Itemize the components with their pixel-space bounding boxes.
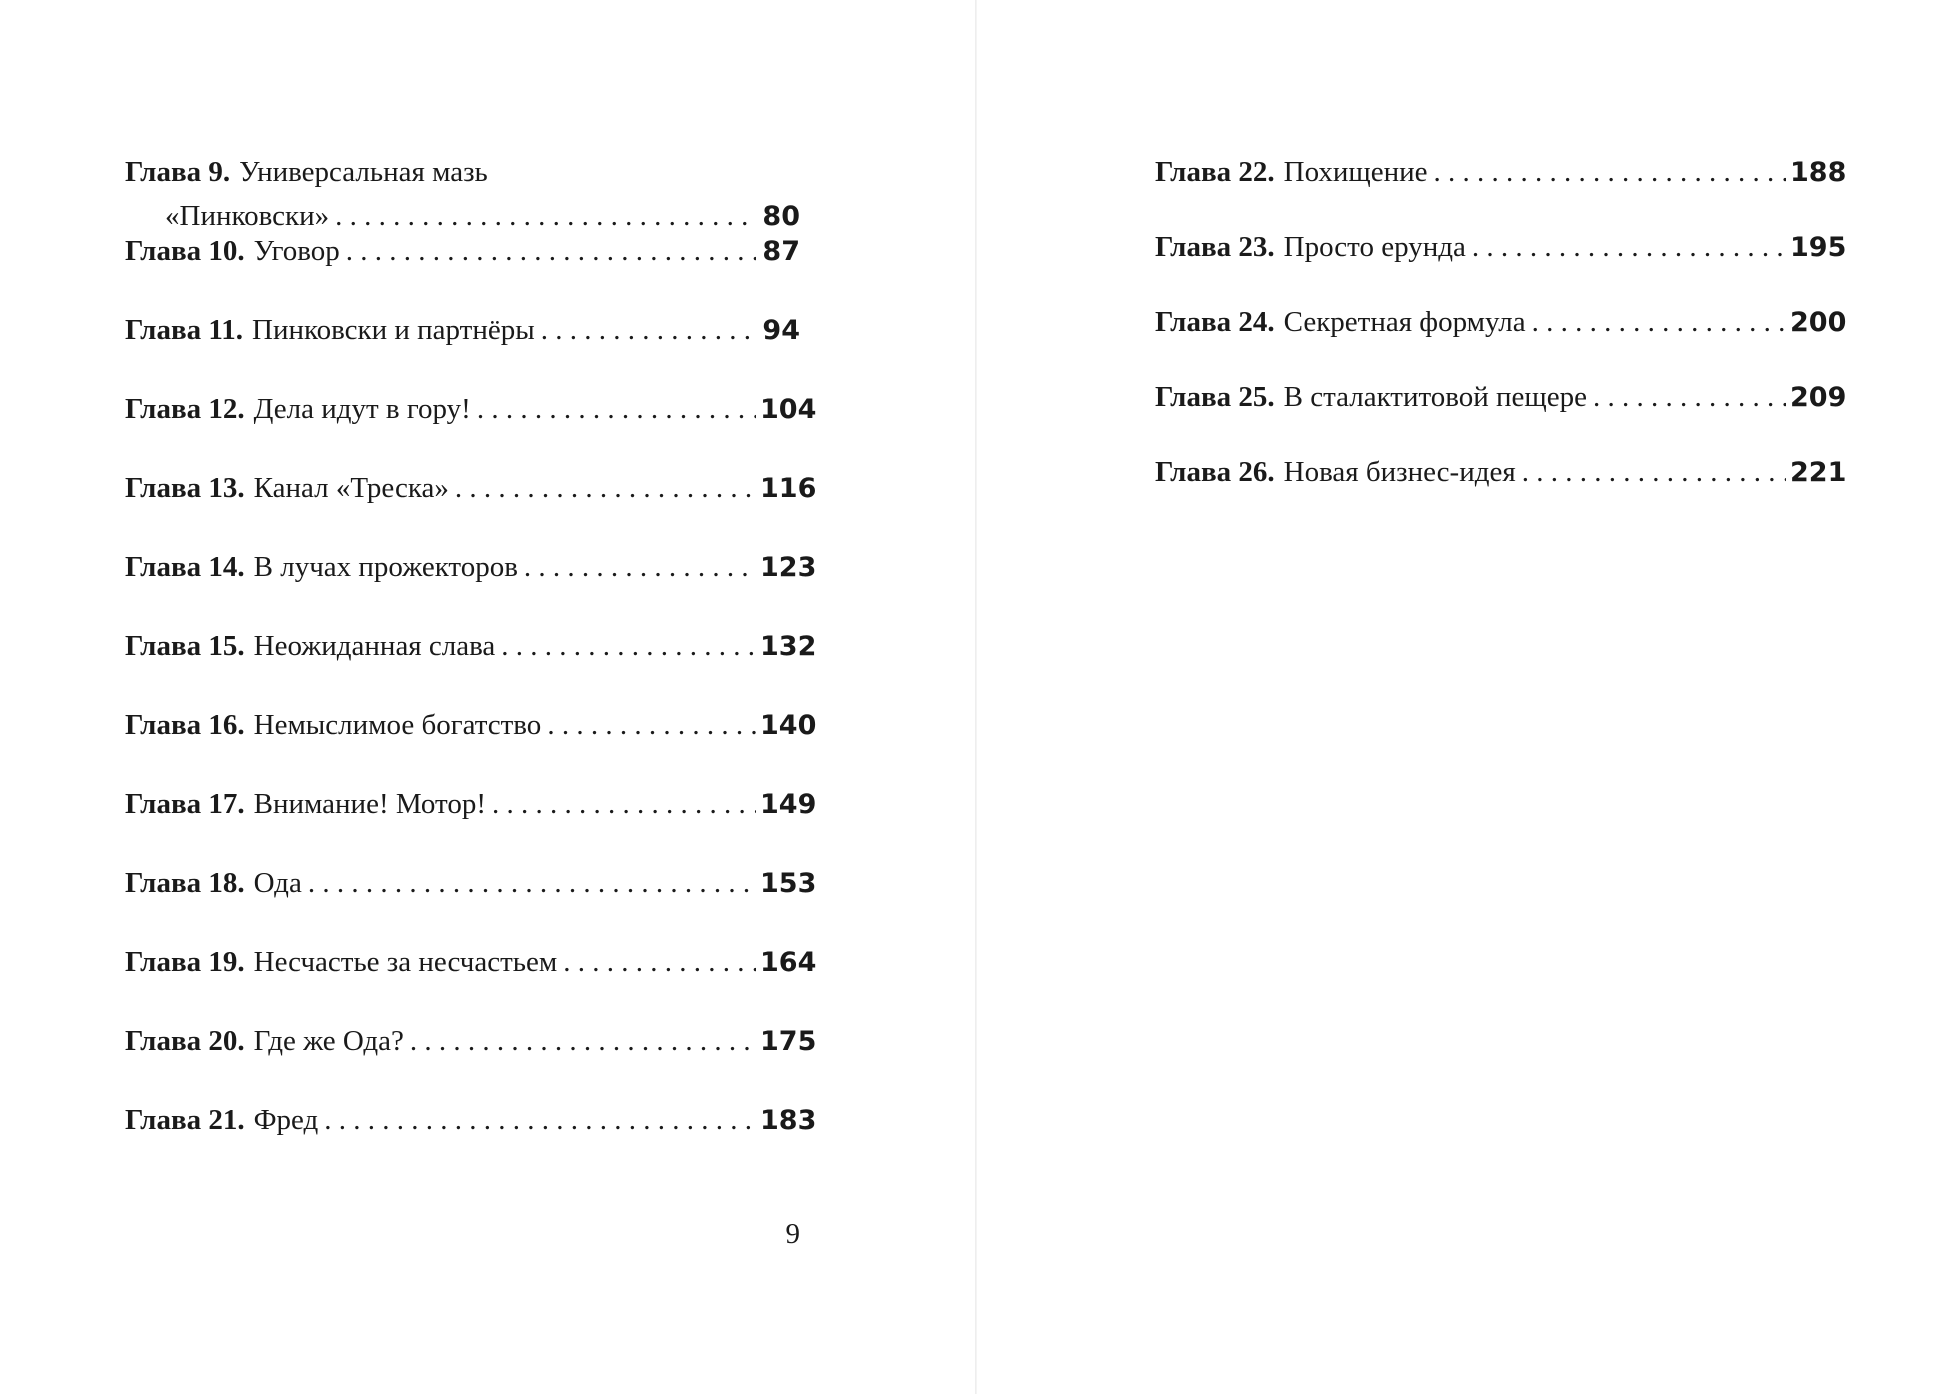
- toc-entry-chapter-23: [1155, 225, 1847, 300]
- toc-entry-line: [125, 1098, 817, 1143]
- chapter-number: Глава 13.: [125, 472, 245, 504]
- chapter-number: Глава 10.: [125, 235, 245, 267]
- chapter-number: Глава 26.: [1155, 456, 1275, 488]
- chapter-title: Несчастье за несчастьем: [253, 946, 558, 978]
- toc-entry-chapter-26: [1155, 450, 1847, 525]
- chapter-number: Глава 19.: [125, 946, 245, 978]
- toc-entry-chapter-12: [125, 387, 817, 466]
- page-number: 200: [1790, 307, 1847, 338]
- dot-leader: [547, 703, 756, 747]
- page-number: 80: [762, 201, 800, 232]
- page-number: 164: [760, 947, 817, 978]
- chapter-title: Неожиданная слава: [253, 630, 496, 662]
- chapter-title: Дела идут в гору!: [253, 393, 471, 425]
- toc-entry-line: [125, 387, 817, 432]
- page-number: 87: [762, 236, 800, 267]
- toc-entry-chapter-13: [125, 466, 817, 545]
- page-number: 94: [762, 315, 800, 346]
- dot-leader: [524, 545, 756, 589]
- toc-entry-line: [1155, 225, 1847, 270]
- chapter-title: Внимание! Мотор!: [253, 788, 486, 820]
- toc-entry-line: [1155, 150, 1847, 195]
- chapter-number: Глава 11.: [125, 314, 244, 346]
- toc-entry-chapter-24: [1155, 300, 1847, 375]
- toc-entry-line: [125, 703, 817, 748]
- toc-entry-line: [125, 1019, 817, 1064]
- chapter-number: Глава 25.: [1155, 381, 1275, 413]
- table-of-contents-right: [1155, 150, 1847, 525]
- toc-entry-chapter-15: [125, 624, 817, 703]
- page-number: 116: [760, 473, 817, 504]
- page-number: 195: [1790, 232, 1847, 263]
- toc-entry-chapter-25: [1155, 375, 1847, 450]
- chapter-title: В лучах прожекторов: [253, 551, 518, 583]
- toc-entry-chapter-18: [125, 861, 817, 940]
- toc-entry-line: [125, 150, 800, 194]
- toc-entry-line: [125, 229, 800, 274]
- chapter-title: Похищение: [1283, 156, 1428, 188]
- chapter-title-continuation: «Пинковски»: [165, 200, 330, 232]
- chapter-title: В сталактитовой пещере: [1283, 381, 1588, 413]
- page-number: 209: [1790, 382, 1847, 413]
- toc-entry-chapter-14: [125, 545, 817, 624]
- dot-leader: [501, 624, 756, 668]
- dot-leader: [563, 940, 756, 984]
- toc-entry-chapter-16: [125, 703, 817, 782]
- chapter-title: Новая бизнес-идея: [1283, 456, 1516, 488]
- chapter-number: Глава 18.: [125, 867, 245, 899]
- toc-entry-chapter-19: [125, 940, 817, 1019]
- page-number: 104: [760, 394, 817, 425]
- toc-entry-chapter-22: [1155, 150, 1847, 225]
- chapter-number: Глава 9.: [125, 156, 231, 188]
- table-of-contents-left: [125, 150, 817, 1177]
- chapter-title: Ода: [253, 867, 302, 899]
- toc-entry-line: [125, 545, 817, 590]
- dot-leader: [346, 229, 756, 273]
- chapter-title: Немыслимое богатство: [253, 709, 542, 741]
- dot-leader: [492, 782, 756, 826]
- toc-entry-chapter-10: [125, 229, 800, 308]
- page-number: 123: [760, 552, 817, 583]
- toc-entry-chapter-11: [125, 308, 800, 387]
- page-number: 175: [760, 1026, 817, 1057]
- chapter-title: Где же Ода?: [253, 1025, 404, 1057]
- chapter-title: Уговор: [253, 235, 340, 267]
- chapter-number: Глава 16.: [125, 709, 245, 741]
- chapter-title: Пинковски и партнёры: [252, 314, 535, 346]
- dot-leader: [324, 1098, 756, 1142]
- toc-entry-line: [125, 782, 817, 827]
- dot-leader: [1433, 150, 1786, 194]
- dot-leader: [1522, 450, 1786, 494]
- chapter-number: Глава 22.: [1155, 156, 1275, 188]
- toc-entry-line: [125, 308, 800, 353]
- dot-leader: [308, 861, 756, 905]
- toc-entry-line: [1155, 450, 1847, 495]
- page-number: 188: [1790, 157, 1847, 188]
- chapter-number: Глава 14.: [125, 551, 245, 583]
- chapter-number: Глава 17.: [125, 788, 245, 820]
- toc-entry-chapter-21: [125, 1098, 817, 1177]
- page-number: 132: [760, 631, 817, 662]
- page-number: 183: [760, 1105, 817, 1136]
- toc-entry-chapter-17: [125, 782, 817, 861]
- toc-entry-line: [125, 861, 817, 906]
- toc-entry-chapter-20: [125, 1019, 817, 1098]
- toc-entry-line: [125, 940, 817, 985]
- dot-leader: [455, 466, 756, 510]
- chapter-title: Секретная формула: [1283, 306, 1526, 338]
- page-folio: 9: [785, 1218, 800, 1250]
- chapter-number: Глава 12.: [125, 393, 245, 425]
- dot-leader: [1472, 225, 1786, 269]
- dot-leader: [1532, 300, 1786, 344]
- chapter-number: Глава 23.: [1155, 231, 1275, 263]
- toc-entry-chapter-9: [125, 150, 800, 232]
- page-number: 140: [760, 710, 817, 741]
- chapter-number: Глава 20.: [125, 1025, 245, 1057]
- dot-leader: [477, 387, 756, 431]
- dot-leader: [410, 1019, 756, 1063]
- right-page: [977, 0, 1946, 1394]
- page-number: 153: [760, 868, 817, 899]
- chapter-title: Просто ерунда: [1283, 231, 1466, 263]
- page-number: 149: [760, 789, 817, 820]
- chapter-title: Фред: [253, 1104, 319, 1136]
- toc-entry-line: [1155, 375, 1847, 420]
- chapter-number: Глава 15.: [125, 630, 245, 662]
- toc-entry-line: [1155, 300, 1847, 345]
- chapter-number: Глава 24.: [1155, 306, 1275, 338]
- dot-leader: [1593, 375, 1786, 419]
- chapter-title: Канал «Треска»: [253, 472, 449, 504]
- chapter-title: Универсальная мазь: [239, 156, 488, 188]
- dot-leader: [541, 308, 756, 352]
- chapter-number: Глава 21.: [125, 1104, 245, 1136]
- page-number: 221: [1790, 457, 1847, 488]
- toc-entry-line: [125, 466, 817, 511]
- toc-entry-line: [125, 624, 817, 669]
